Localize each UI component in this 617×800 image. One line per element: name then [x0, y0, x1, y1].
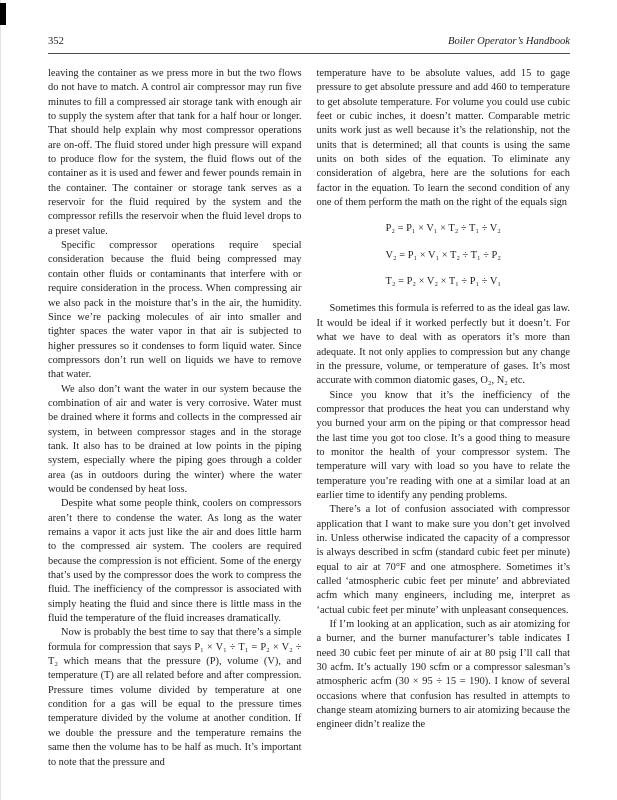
paragraph: temperature have to be absolute values, add 15 to gage pressure to get absolute pressure and add 460 to temperature to get absolute temperature. For volume you could use cubic feet or cubic inches, it doesn’t matter. Comparable metric units work just as well because it’s the relationship, not the units that is determined; all that counts is using the same units on both sides of the equation. To eliminate any consideration of algebra, here are the solutions for each factor in the equation. To learn the second condition of any one of them perform the math on the right of the equals sign	[316, 68, 570, 209]
equation-v2: V₂ = P₁ × V₁ × T₂ ÷ T₁ ÷ P₂	[385, 249, 501, 261]
paragraph: Now is probably the best time to say that there’s a simple formula for compression that says P₁ × V₁ ÷ T₁ = P₂ × V₂ ÷ T₂ which means that the pressure (P), volume (V), and temperature (T) are all related before and after compression. Pressure times volume divided by temperature at one condition for a gas will be equal to the pressure times temperature divided by the volume at another condition. If we double the pressure and the temperature remains the same then the volume has to be half as much. It’s important to note that the pressure and	[48, 627, 302, 768]
equation-block	[317, 222, 571, 289]
book-title: Boiler Operator’s Handbook	[447, 36, 570, 47]
page-number: 352	[48, 36, 64, 47]
equation-t2: T₂ = P₂ × V₂ × T₁ ÷ P₁ ÷ V₁	[385, 276, 501, 288]
paragraph: Sometimes this formula is referred to as the ideal gas law. It would be ideal if it worked perfectly but it doesn’t. For what we have to deal with as operators it’s more than adequate. It not only applies to compression but any change in the pressure, volume, or temperature of gases. It’s most accurate with common diatomic gases, O₂, N₂ etc.	[316, 303, 570, 387]
page-header	[48, 36, 570, 48]
header-rule	[48, 53, 570, 54]
page-body	[48, 67, 570, 770]
paragraph: There’s a lot of confusion associated with compressor application that I want to make sure you don’t get involved in. Unless otherwise indicated the capacity of a compressor is always described in scfm (standard cubic feet per minute) equal to air at 70°F and one atmosphere. Sometimes it’s called ‘atmospheric cubic feet per minute’ and abbreviated acfm which many engineers, including me, interpret as ‘actual cubic feet per minute’ with unpleasant consequences.	[316, 504, 570, 616]
paragraph: Despite what some people think, coolers on compressors aren’t there to condense the water. As long as the water remains a vapor it acts just like the air and does little harm to the compressed air system. The coolers are required because the compression is not efficient. Some of the energy that’s used by the compressor does the work to compress the fluid. The inefficiency of the compressor is associated with simply heating the fluid and since there is little mass in the fluid the temperature of the fluid increases dramatically.	[48, 498, 302, 625]
page-edge-scan-line	[0, 0, 1, 800]
paragraph: leaving the container as we press more in but the two flows do not have to match. A control air compressor may run five minutes to fill a compressed air storage tank with enough air to supply the system after that tank for a half hour or longer. That should help explain why most compressor operations are on-off. The fluid stored under high pressure will expand to produce flow for the system, the fluid flows out of the container as it is used and fewer and fewer pounds remain in the container. The container or storage tank serves as a reservoir for the fluid required by the system and the compressor refills the reservoir when the fluid level drops to a preset value.	[48, 68, 302, 237]
paragraph: Specific compressor operations require special consideration because the fluid being compressed may contain other fluids or contaminants that interfere with or require consideration in the process. When compressing air we also pack in the moisture that’s in the air, the humidity. Since we’re packing molecules of air into smaller and tighter spaces the water vapor in that air is subjected to higher pressures so it condenses to form liquid water. Since compressors don’t run well on liquids we have to remove that water.	[48, 240, 302, 381]
paragraph: We also don’t want the water in our system because the combination of air and water is very corrosive. Water must be drained where it forms and collects in the compressed air system, in between compressor stages and in the storage tank. It also has to be drained at low points in the piping system, especially where the piping goes through a colder area (as in outdoors during the winter) where the water would be condensed by heat loss.	[48, 383, 302, 495]
equation-p2: P₂ = P₁ × V₁ × T₂ ÷ T₁ ÷ V₂	[385, 223, 501, 235]
scan-artifact-mark	[0, 3, 6, 25]
paragraph: If I’m looking at an application, such as air atomizing for a burner, and the burner manufacturer’s table indicates I need 30 cubic feet per minute of air at 80 psig I’ll call that 30 acfm. It’s actually 190 scfm or a compressor salesman’s atmospheric acfm (30 × 95 ÷ 15 = 190). I know of several occasions where that confusion has resulted in attempts to change steam atomizing burners to air atomizing because the engineer didn’t realize the	[316, 619, 570, 731]
left-column	[48, 67, 302, 770]
right-column	[317, 67, 571, 770]
paragraph: Since you know that it’s the inefficiency of the compressor that produces the heat you can understand why you burned your arm on the piping or that compressor head the last time you got too close. It’s a good thing to measure to monitor the health of your compressor system. The temperature will vary with load so you have to relate the temperature you’re reading with one at a similar load at an earlier time to identify any pending problems.	[316, 389, 570, 501]
